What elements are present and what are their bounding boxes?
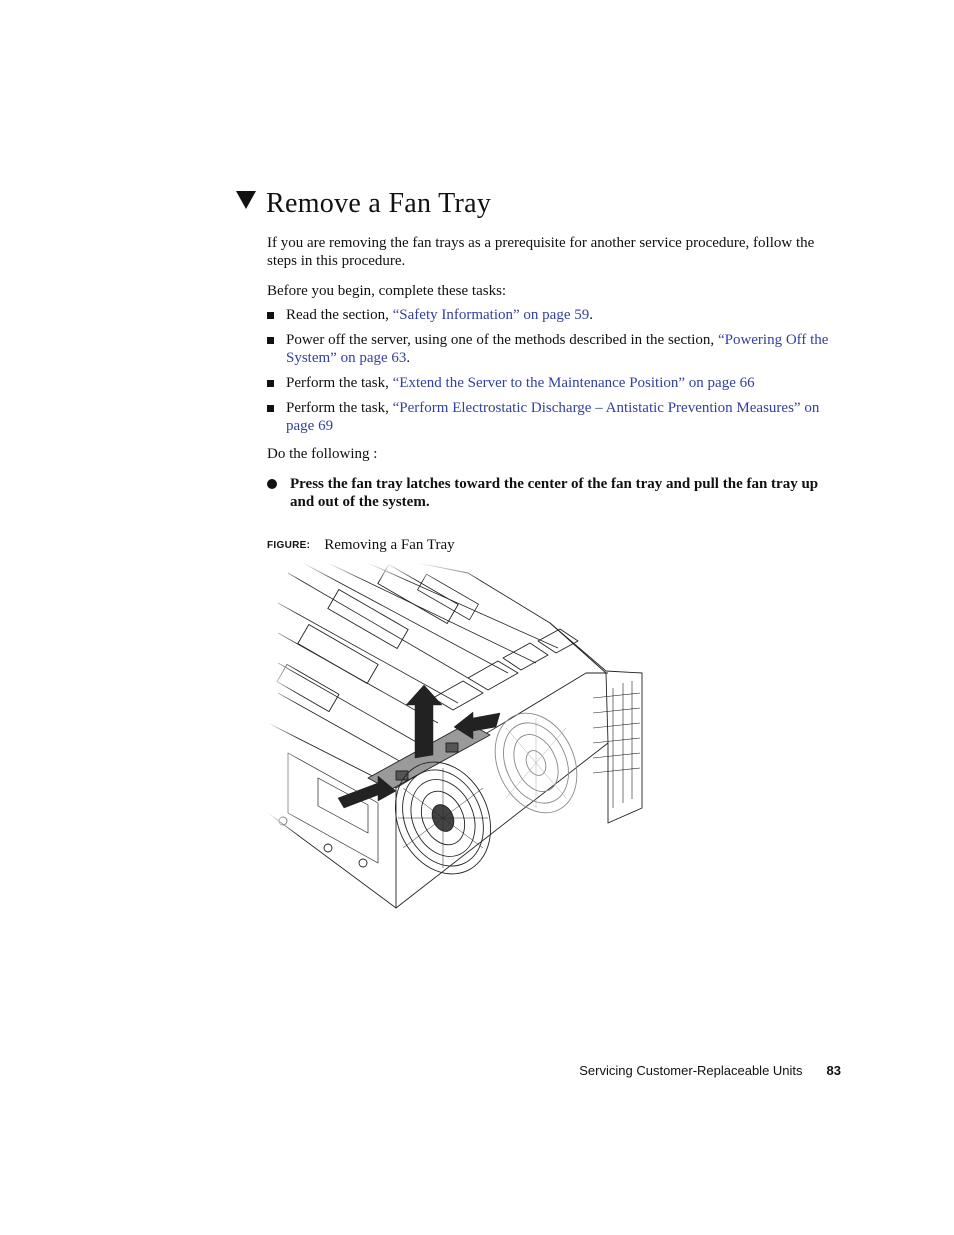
figure-caption-text: Removing a Fan Tray xyxy=(324,537,455,553)
triangle-marker-icon xyxy=(236,191,256,209)
fan-tray-removal-illustration xyxy=(268,563,646,919)
maintenance-position-link[interactable]: “Extend the Server to the Maintenance Position” on page 66 xyxy=(392,375,755,391)
figure-caption xyxy=(267,536,455,555)
procedure-step xyxy=(267,475,842,511)
footer-section: Servicing Customer-Replaceable Units xyxy=(579,1063,803,1078)
task-text-end: . xyxy=(406,350,411,366)
intro-paragraph xyxy=(267,234,842,270)
figure-label: FIGURE: xyxy=(267,540,311,551)
task-text-end: . xyxy=(589,307,593,323)
task-text: Power off the server, using one of the methods described in the section, xyxy=(286,332,718,348)
square-bullet-icon xyxy=(267,337,274,344)
task-item xyxy=(267,306,842,324)
before-begin-text: Before you begin, complete these tasks: xyxy=(267,283,507,299)
task-item xyxy=(267,399,842,435)
section-heading xyxy=(236,186,491,222)
round-bullet-icon xyxy=(267,479,277,489)
square-bullet-icon xyxy=(267,380,274,387)
task-text: Perform the task, xyxy=(286,400,393,416)
before-begin-paragraph xyxy=(267,282,842,300)
step-text: Press the fan tray latches toward the center of the fan tray and pull the fan tray up and out of the system. xyxy=(290,476,819,510)
page-number: 83 xyxy=(826,1063,841,1078)
square-bullet-icon xyxy=(267,405,274,412)
task-item xyxy=(267,374,842,392)
safety-information-link[interactable]: “Safety Information” on page 59 xyxy=(392,307,590,323)
powering-off-link[interactable]: “Powering Off the System” on page 63 xyxy=(286,332,829,366)
task-list xyxy=(267,306,842,442)
do-following-paragraph xyxy=(267,445,842,463)
page-footer xyxy=(579,1063,841,1079)
intro-text: If you are removing the fan trays as a prerequisite for another service procedure, follow the steps in this procedure. xyxy=(267,235,815,269)
square-bullet-icon xyxy=(267,312,274,319)
do-following-text: Do the following : xyxy=(267,446,378,462)
task-item xyxy=(267,331,842,367)
electrostatic-discharge-link[interactable]: “Perform Electrostatic Discharge – Antistatic Prevention Measures” on page 69 xyxy=(286,400,820,434)
heading-text: Remove a Fan Tray xyxy=(266,188,492,219)
task-text: Read the section, xyxy=(286,307,393,323)
task-text: Perform the task, xyxy=(286,375,393,391)
